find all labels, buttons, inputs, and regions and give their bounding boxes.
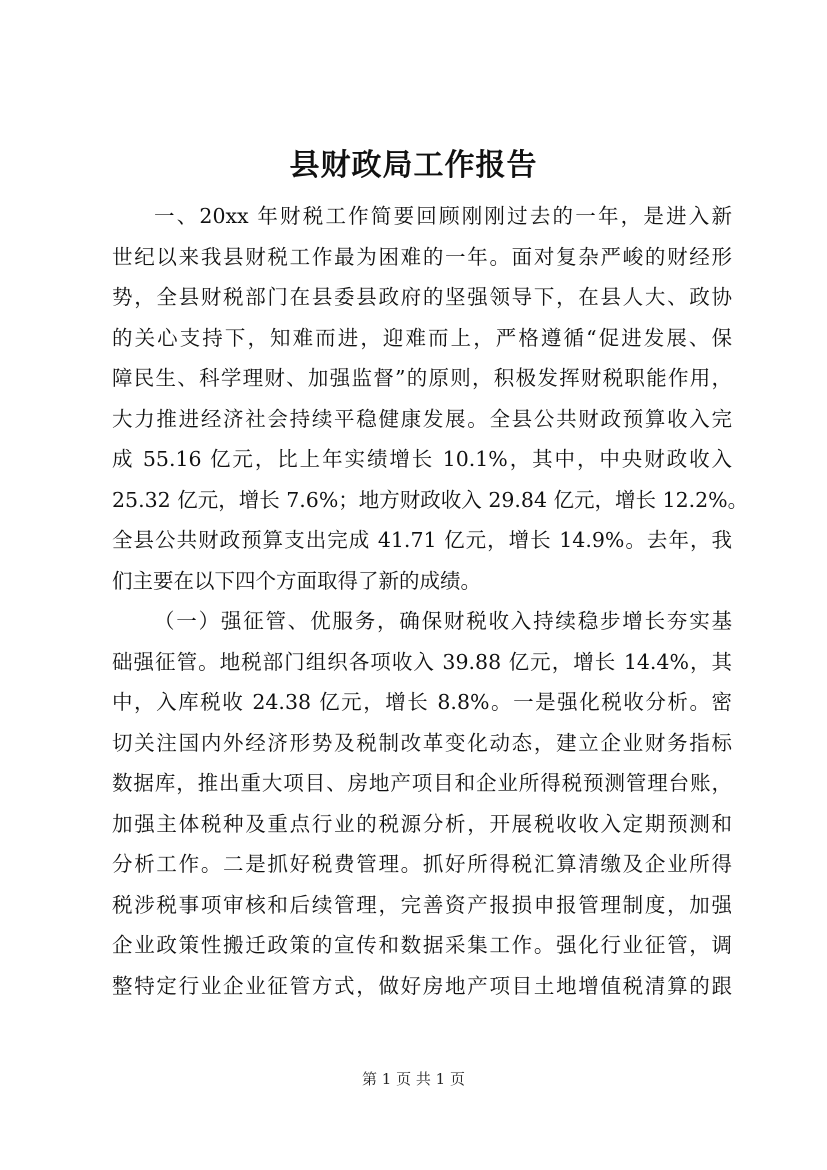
paragraph-line: 中，入库税收 24.38 亿元，增长 8.8%。一是强化税收分析。密 bbox=[112, 690, 732, 714]
paragraph-line: 一、20xx 年财税工作简要回顾刚刚过去的一年，是进入新 bbox=[154, 204, 732, 228]
paragraph-line: 数据库，推出重大项目、房地产项目和企业所得税预测管理台账， bbox=[112, 771, 732, 795]
paragraph-line: 加强主体税种及重点行业的税源分析，开展税收收入定期预测和 bbox=[112, 811, 732, 836]
paragraph-line: 企业政策性搬迁政策的宣传和数据采集工作。强化行业征管，调 bbox=[112, 933, 732, 957]
paragraph-line: 税涉税事项审核和后续管理，完善资产报损申报管理制度，加强 bbox=[112, 892, 732, 917]
paragraph-line: 势，全县财税部门在县委县政府的坚强领导下，在县人大、政协 bbox=[112, 285, 732, 309]
paragraph-line: 分析工作。二是抓好税费管理。抓好所得税汇算清缴及企业所得 bbox=[112, 852, 732, 876]
paragraph-line: 25.32 亿元，增长 7.6%；地方财政收入 29.84 亿元，增长 12.2%。 bbox=[112, 487, 749, 512]
page-footer: 第 1 页 共 1 页 bbox=[362, 1070, 465, 1088]
paragraph-line: 世纪以来我县财税工作最为困难的一年。面对复杂严峻的财经形 bbox=[112, 244, 732, 269]
document-body bbox=[112, 196, 749, 1006]
paragraph-line: 全县公共财政预算支出完成 41.71 亿元，增长 14.9%。去年，我 bbox=[112, 528, 732, 552]
paragraph-line: 切关注国内外经济形势及税制改革变化动态，建立企业财务指标 bbox=[112, 730, 732, 755]
paragraph-line: 整特定行业企业征管方式，做好房地产项目土地增值税清算的跟 bbox=[112, 973, 732, 998]
document-title: 县财政局工作报告 bbox=[289, 148, 538, 183]
paragraph-line: 障民生、科学理财、加强监督”的原则，积极发挥财税职能作用， bbox=[112, 366, 732, 390]
paragraph-line: 们主要在以下四个方面取得了新的成绩。 bbox=[112, 568, 481, 593]
paragraph-line: （一）强征管、优服务，确保财税收入持续稳步增长夯实基 bbox=[154, 609, 732, 633]
paragraph-line: 成 55.16 亿元，比上年实绩增长 10.1%，其中，中央财政收入 bbox=[112, 447, 732, 471]
paragraph-line: 大力推进经济社会持续平稳健康发展。全县公共财政预算收入完 bbox=[112, 406, 732, 431]
paragraph-line: 的关心支持下，知难而进，迎难而上，严格遵循“促进发展、保 bbox=[112, 325, 732, 350]
paragraph-line: 础强征管。地税部门组织各项收入 39.88 亿元，增长 14.4%，其 bbox=[112, 649, 732, 674]
